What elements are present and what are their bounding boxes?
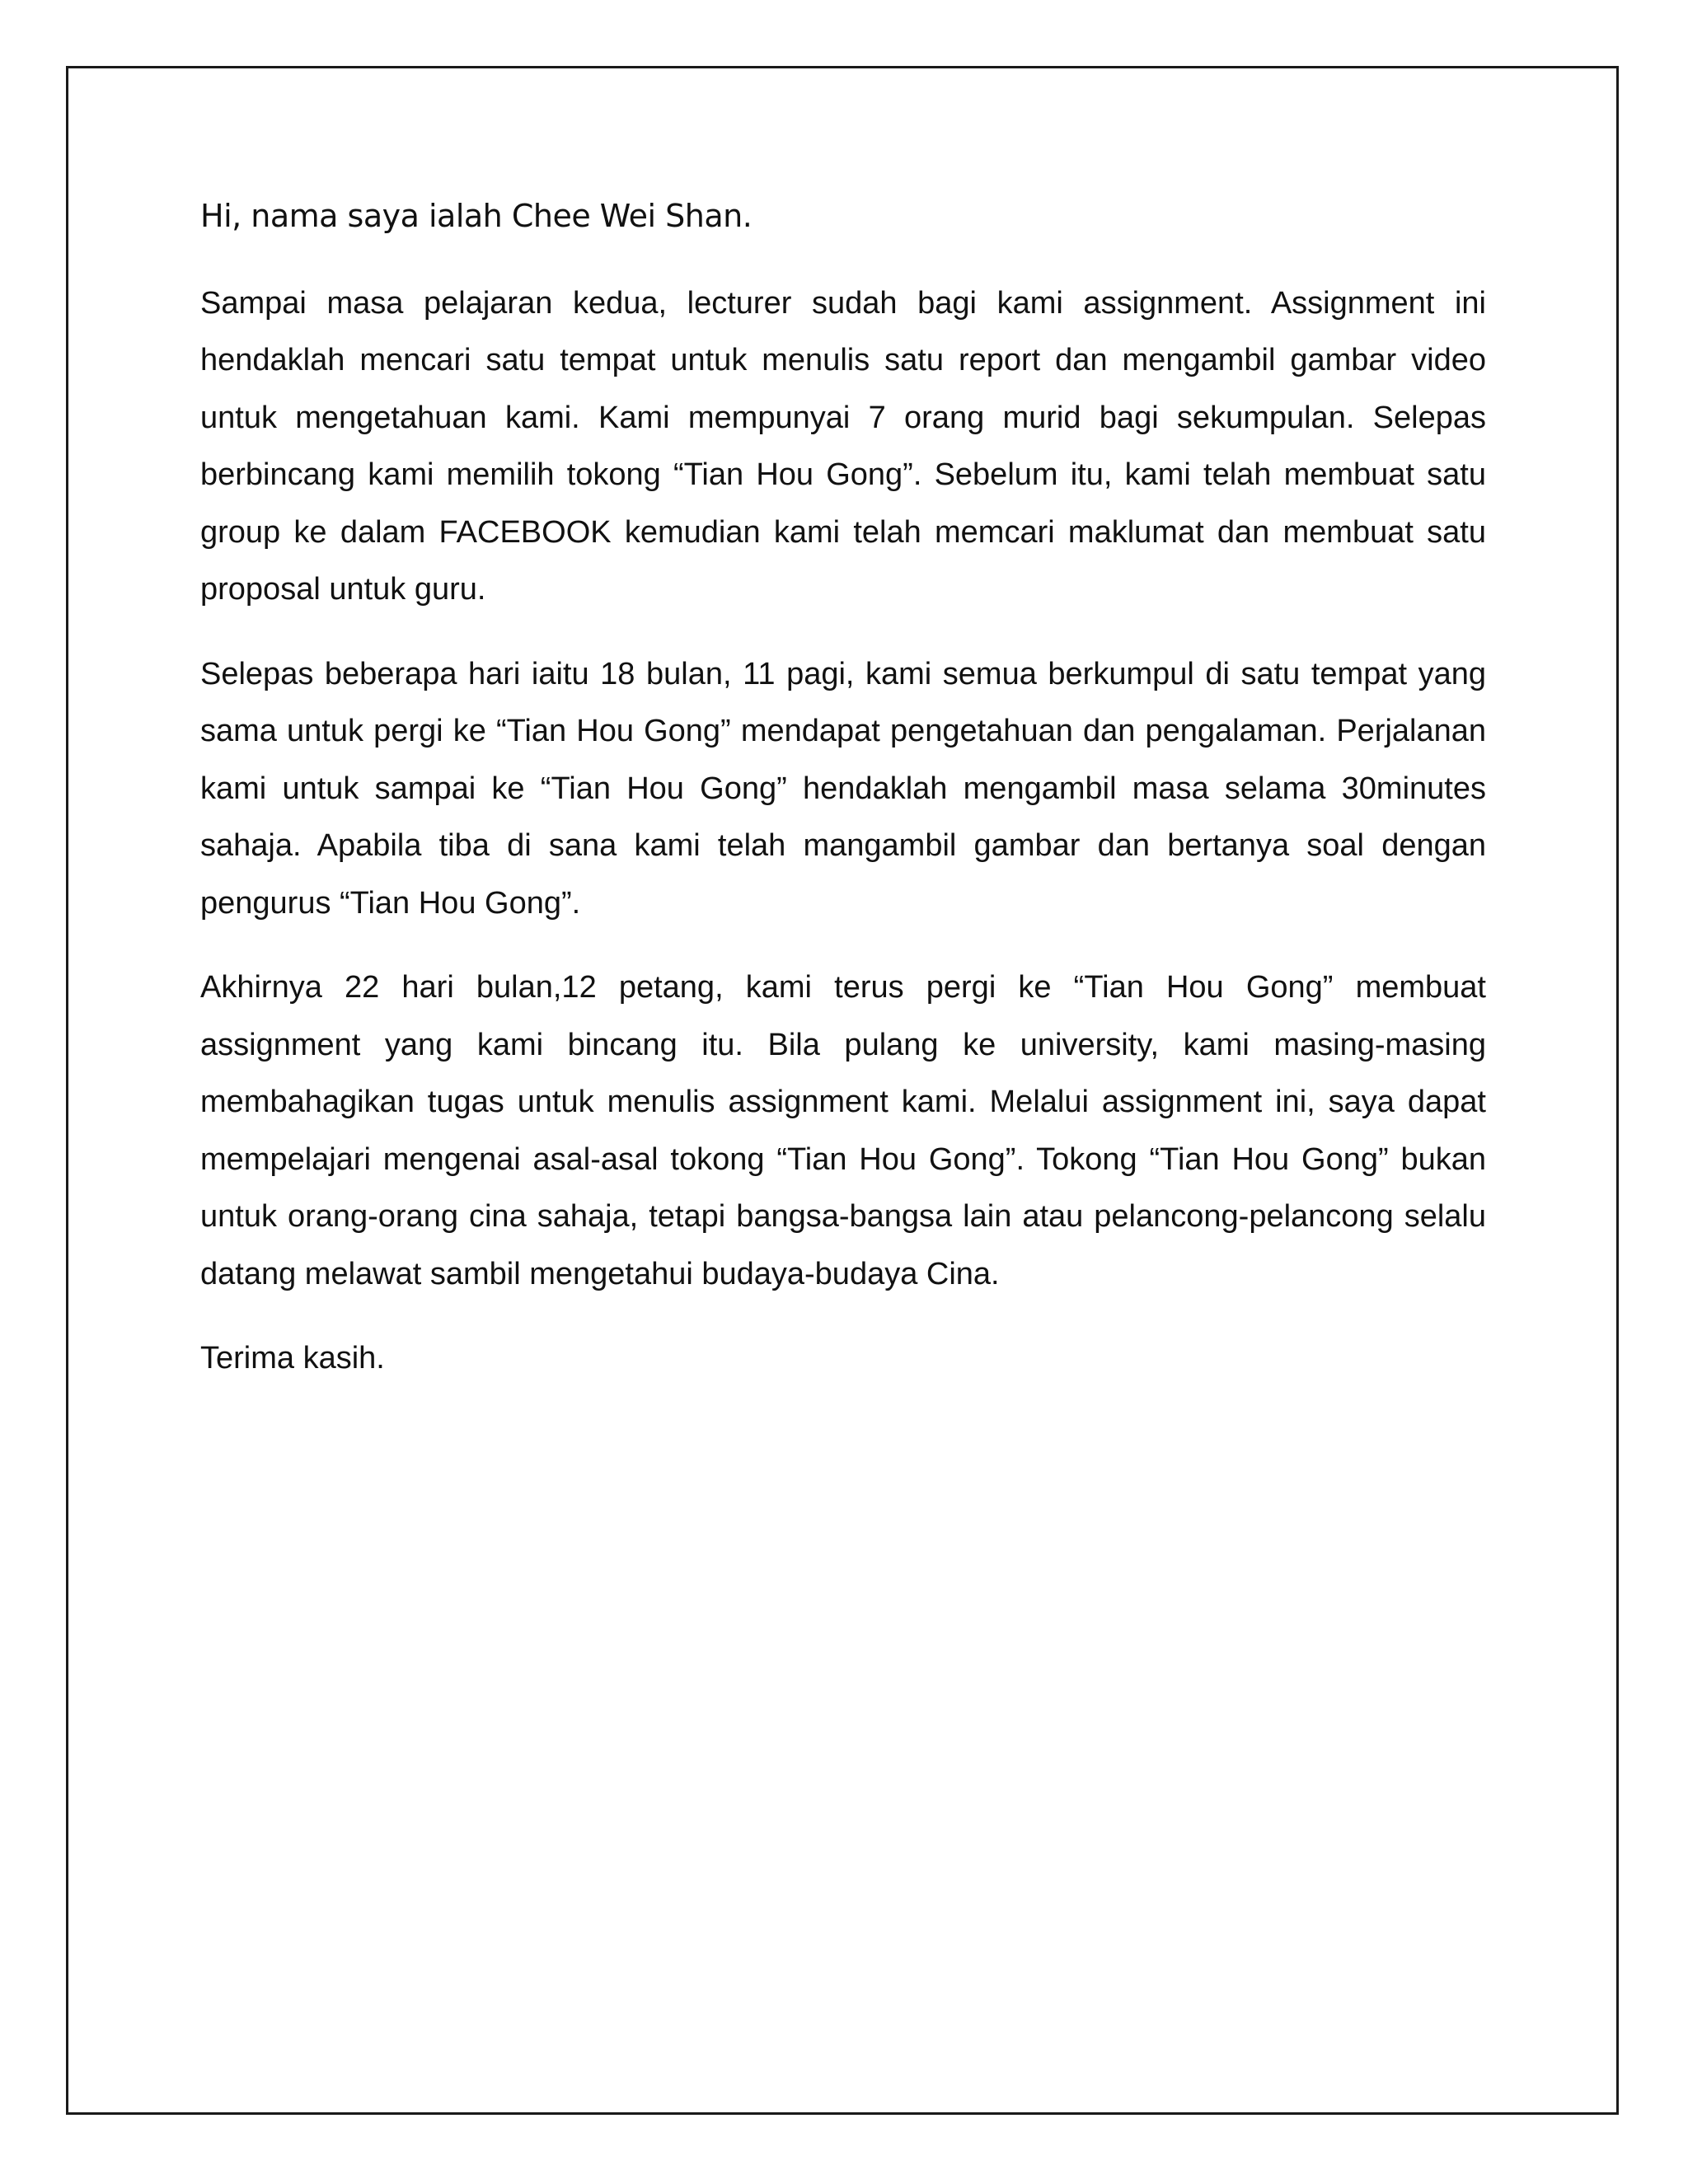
paragraph-1: Sampai masa pelajaran kedua, lecturer sudah bagi kami assignment. Assignment ini hendaklah mencari satu tempat untuk menulis satu report dan mengambil gambar video untuk mengetahuan kami. Kami mempunyai 7 orang murid bagi sekumpulan. Selepas berbincang kami memilih tokong “Tian Hou Gong”. Sebelum itu, kami telah membuat satu group ke dalam FACEBOOK kemudian kami telah memcari maklumat dan membuat satu proposal untuk guru. [200, 285, 1486, 607]
closing-line: Terima kasih. [200, 1341, 385, 1376]
paragraph-3: Akhirnya 22 hari bulan,12 petang, kami terus pergi ke “Tian Hou Gong” membuat assignment yang kami bincang itu. Bila pulang ke university, kami masing-masing membahagikan tugas untuk menulis assignment kami. Melalui assignment ini, saya dapat mempelajari mengenai asal-asal tokong “Tian Hou Gong”. Tokong “Tian Hou Gong” bukan untuk orang-orang cina sahaja, tetapi bangsa-bangsa lain atau pelancong-pelancong selalu datang melawat sambil mengetahui budaya-budaya Cina. [200, 970, 1486, 1291]
greeting-line: Hi, nama saya ialah Chee Wei Shan. [200, 198, 753, 234]
paragraph-2: Selepas beberapa hari iaitu 18 bulan, 11 pagi, kami semua berkumpul di satu tempat yang sama untuk pergi ke “Tian Hou Gong” mendapat pengetahuan dan pengalaman. Perjalanan kami untuk sampai ke “Tian Hou Gong” hendaklah mengambil masa selama 30minutes sahaja. Apabila tiba di sana kami telah mangambil gambar dan bertanya soal dengan pengurus “Tian Hou Gong”. [200, 656, 1486, 921]
document-body [200, 198, 1486, 1388]
